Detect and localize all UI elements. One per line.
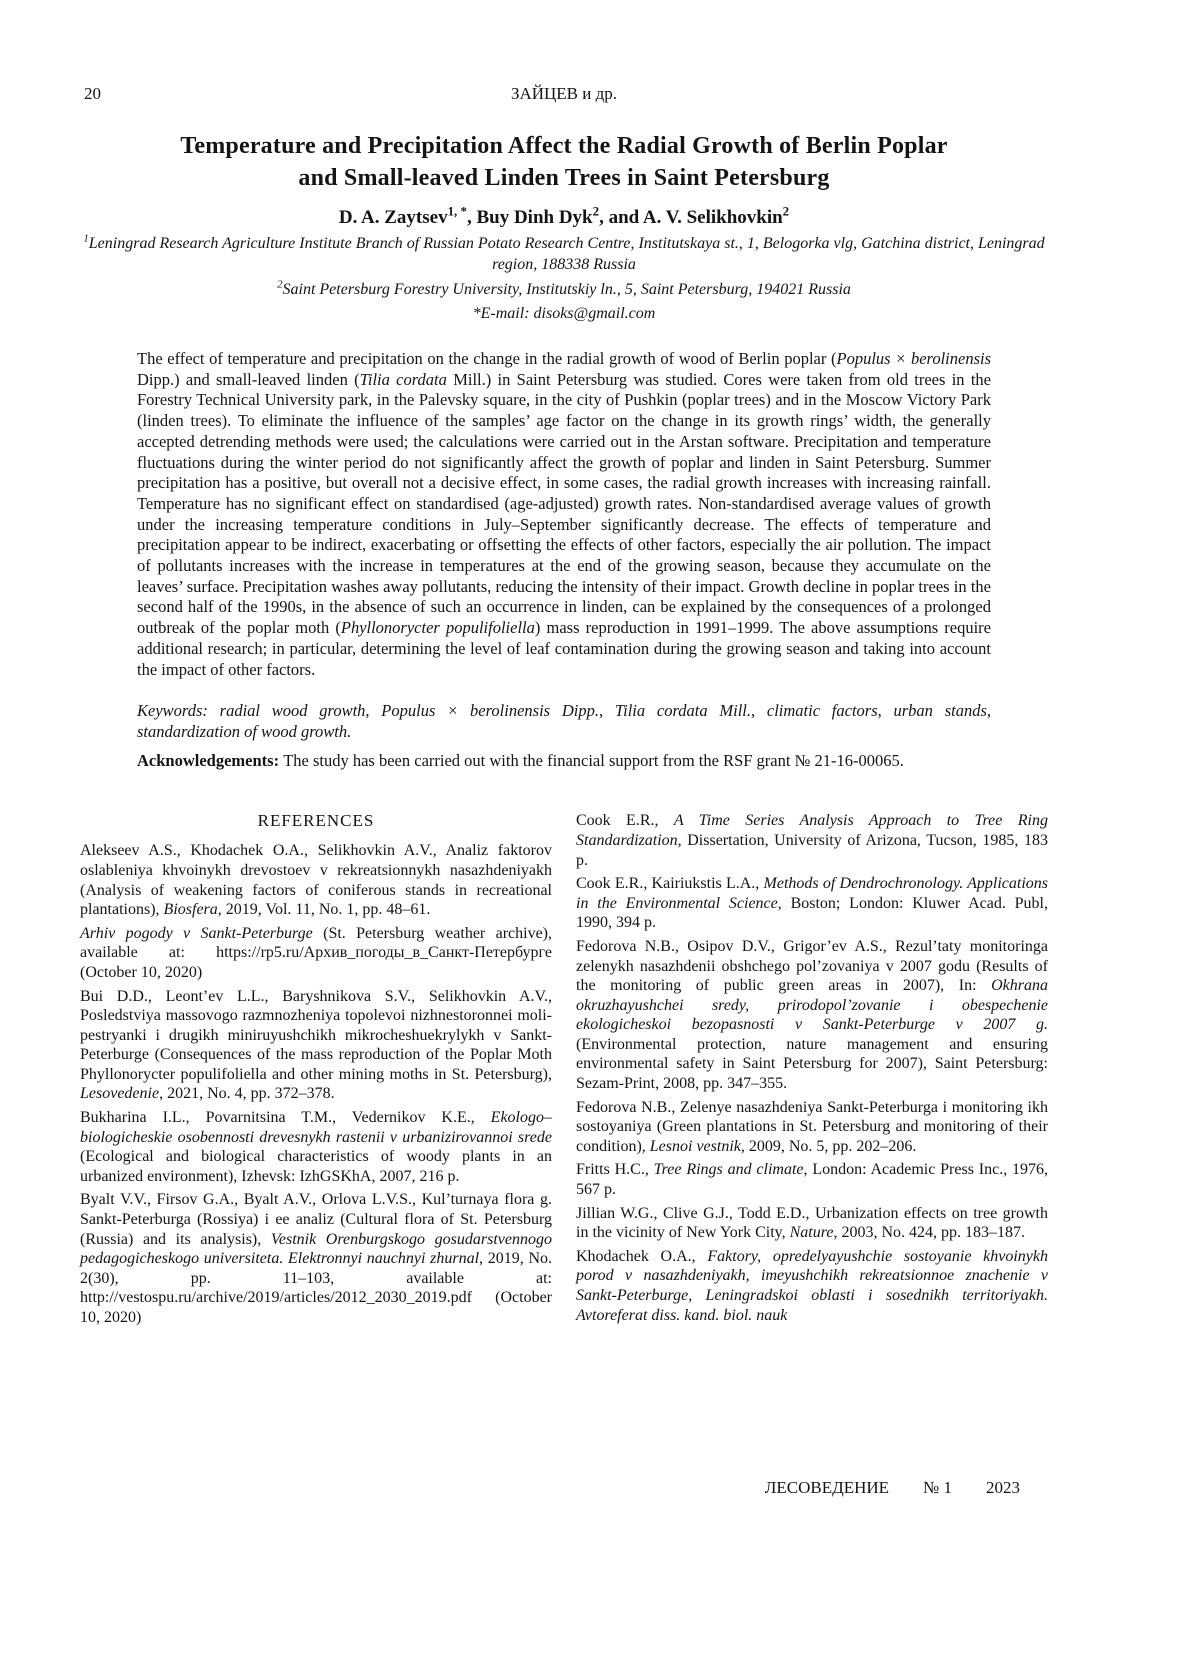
text-segment: Cook E.R.,: [576, 812, 674, 830]
text-segment: Biosfera: [163, 901, 218, 919]
footer-year: 2023: [986, 1478, 1020, 1497]
text-segment: Cook E.R., Kairiukstis L.A.,: [576, 875, 764, 893]
reference-entry: [80, 1190, 552, 1327]
text-segment: Okhrana okruzhayushchei sredy, prirodopol’zovanie i obespechenie ekologicheskoi bezopasnosti v Sankt-Peterburge v 2007 g.: [576, 977, 1048, 1034]
article-title: [80, 130, 1048, 194]
text-segment: (St. Petersburg weather archive), available at: https://rp5.ru/Архив_погоды_в_Санкт-Петербурге (October 10, 2020): [80, 924, 553, 981]
text-segment: Ekologo–biologicheskie osobennosti drevesnykh rastenii v urbanizirovannoi srede: [80, 1109, 552, 1146]
text-segment: 2: [782, 203, 790, 219]
text-segment: Mill.) in Saint Petersburg was studied. Cores were taken from old trees in the Forestry Technical University park, in the Palevsky square, in the city of Pushkin (poplar trees) and in the Moscow Victory Park (linden trees). To eliminate the influence of the samples’ age factor on the change in its growth rings’ width, the generally accepted detrending methods were used; the calculations were carried out in the Arstan software. Precipitation and temperature fluctuations during the winter period do not significantly affect the growth of poplar and linden in Saint Petersburg. Summer precipitation has a positive, but overall not a decisive effect, in some cases, the radial growth increases with increasing rainfall. Temperature has no significant effect on standardised (age-adjusted) growth rates. Non-standardised average values of growth under the increasing temperature conditions in July–September significantly decrease. The effects of temperature and precipitation appear to be indirect, exacerbating or offsetting the effects of other factors, especially the air pollution. The impact of pollutants increases with the increase in temperatures at the end of the growing season, because they accumulate on the leaves’ surface. Precipitation washes away pollutants, reducing the intensity of their impact. Growth decline in poplar trees in the second half of the 1990s, in the absence of such an occurrence in linden, can be explained by the consequences of a prolonged outbreak of the poplar moth (: [137, 369, 991, 638]
keywords-line: [137, 701, 991, 742]
abstract-text: [137, 349, 991, 680]
title-line-2: and Small-leaved Linden Trees in Saint Petersburg: [298, 165, 830, 191]
reference-entry: [80, 987, 552, 1105]
affiliation-2: [80, 279, 1048, 300]
title-line-1: Temperature and Precipitation Affect the Radial Growth of Berlin Poplar: [180, 133, 948, 159]
text-segment: Saint Petersburg Forestry University, Institutskiy ln., 5, Saint Petersburg, 194021 Russia: [282, 281, 851, 298]
authors-line: [80, 203, 1048, 229]
text-segment: Tree Rings and climate: [653, 1161, 804, 1179]
email-line: [80, 305, 1048, 323]
text-segment: Khodachek O.A.,: [576, 1247, 708, 1265]
reference-entry: [576, 1247, 1048, 1325]
references-list-right: [576, 811, 1048, 1325]
text-segment: 1: [83, 232, 89, 245]
text-segment: Jillian W.G., Clive G.J., Todd E.D., Urbanization effects on tree growth in the vicinity of New York City,: [576, 1204, 1048, 1242]
text-segment: 2: [592, 203, 600, 219]
references-section: [80, 811, 1048, 1331]
text-segment: (Environmental protection, nature management and ensuring environmental safety in Saint Petersburg for 2007), Saint Petersburg: Sezam-Print, 2008, pp. 347–355.: [576, 1035, 1048, 1093]
text-segment: Alekseev A.S., Khodachek O.A., Selikhovkin A.V., Analiz faktorov oslableniya khvoinykh drevostoev v rekreatsionnykh nasazhdeniyakh (Analysis of weakening factors of coniferous stands in recreational plantations),: [80, 842, 552, 919]
text-segment: D. A. Zaytsev: [338, 207, 448, 228]
running-head: ЗАЙЦЕВ и др.: [510, 84, 618, 103]
text-segment: , 2021, No. 4, pp. 372–378.: [159, 1085, 335, 1103]
reference-entry: [576, 1204, 1048, 1243]
text-segment: Lesovedenie: [80, 1085, 160, 1103]
text-segment: 2: [277, 278, 283, 291]
text-segment: (Ecological and biological characteristics of woody plants in an urbanized environment), Izhevsk: IzhGSKhA, 2007, 216 p.: [80, 1148, 552, 1185]
abstract-block: [137, 349, 991, 771]
references-column-left: [80, 811, 552, 1331]
text-segment: , London: Academic Press Inc., 1976, 567 p.: [576, 1161, 1049, 1199]
text-segment: Leningrad Research Agriculture Institute Branch of Russian Potato Research Centre, Institutskaya st., 1, Belogorka vlg, Gatchina district, Leningrad region, 188338 Russia: [88, 235, 1045, 273]
text-segment: , 2009, No. 5, pp. 202–206.: [740, 1137, 917, 1155]
references-heading: REFERENCES: [257, 811, 375, 831]
text-segment: The study has been carried out with the financial support from the RSF grant № 21-16-00065.: [283, 750, 904, 770]
text-segment: , 2019, No. 2(30), pp. 11–103, available at: http://vestospu.ru/archive/2019/articles/2012_2030_2019.pdf (October 10, 2020): [80, 1250, 552, 1327]
text-segment: , Dissertation, University of Arizona, Tucson, 1985, 183 p.: [576, 831, 1048, 869]
references-list-left: [80, 841, 552, 1327]
text-segment: , Buy Dinh Dyk: [466, 207, 593, 228]
reference-entry: [576, 1098, 1048, 1157]
text-segment: , 2003, No. 424, pp. 183–187.: [833, 1224, 1026, 1242]
text-segment: Nature: [789, 1224, 834, 1242]
journal-footer: [765, 1478, 1020, 1498]
reference-entry: [576, 937, 1048, 1094]
text-segment: Lesnoi vestnik: [649, 1137, 741, 1155]
text-segment: Acknowledgements:: [137, 750, 284, 770]
reference-entry: [576, 811, 1048, 870]
text-segment: Phyllonorycter populifoliella: [340, 618, 535, 638]
footer-issue-number: № 1: [923, 1478, 952, 1497]
text-segment: Arhiv pogody v Sankt-Peterburge: [80, 924, 313, 942]
footer-journal-name: ЛЕСОВЕДЕНИЕ: [764, 1478, 890, 1497]
text-segment: Faktory, opredelyayushchie sostoyanie khvoinykh porod v nasazhdeniyakh, imeyushchikh rekreatsionnoe znachenie v Sankt-Peterburge, Leningradskoi oblasti i sosednikh territoriyakh. Avtoreferat diss. kand. biol. nauk: [576, 1247, 1048, 1324]
text-segment: Dipp.) and small-leaved linden (: [137, 369, 360, 389]
text-segment: Vestnik Orenburgskogo gosudarstvennogo pedagogicheskogo universiteta. Elektronnyi nauchnyi zhurnal: [80, 1230, 552, 1268]
text-segment: *E-mail: disoks@gmail.com: [472, 305, 656, 322]
reference-entry: [576, 1160, 1048, 1199]
text-segment: ) mass reproduction in 1991–1999. The above assumptions require additional research; in particular, determining the level of leaf contamination during the growing season and taking into account the impact of other factors.: [137, 618, 991, 679]
reference-entry: [80, 841, 552, 919]
text-segment: A Time Series Analysis Approach to Tree Ring Standardization: [576, 812, 1048, 849]
text-segment: Bukharina I.L., Povarnitsina T.M., Vedernikov K.E.,: [80, 1109, 491, 1127]
text-segment: The effect of temperature and precipitation on the change in the radial growth of wood of Berlin poplar (: [137, 349, 837, 368]
acknowledgements-line: [137, 751, 991, 772]
reference-entry: [80, 1108, 552, 1186]
reference-entry: [80, 924, 552, 983]
references-column-right: [576, 811, 1048, 1331]
text-segment: , 2019, Vol. 11, No. 1, pp. 48–61.: [217, 901, 431, 919]
page-header: [80, 84, 1048, 106]
text-segment: Fedorova N.B., Osipov D.V., Grigor’ev A.S., Rezul’taty monitoringa zelenykh nasazhdenii obshchego pol’zovaniya v 2007 godu (Results of the monitoring of public green areas in 2007), In:: [576, 937, 1048, 995]
reference-entry: [576, 874, 1048, 933]
affiliation-1: [80, 233, 1048, 275]
page-number: 20: [84, 84, 101, 103]
text-segment: Byalt V.V., Firsov G.A., Byalt A.V., Orlova L.V.S., Kul’turnaya flora g. Sankt-Peterburga (Rossiya) i ee analiz (Cultural flora of St. Petersburg (Russia) and its analysis),: [80, 1191, 552, 1248]
text-segment: Populus × berolinensis: [836, 349, 991, 368]
text-segment: Methods of Dendrochronology. Applications in the Environmental Science: [576, 875, 1049, 912]
text-segment: Fritts H.C.,: [576, 1161, 654, 1179]
text-segment: , Boston; London: Kluwer Acad. Publ, 1990, 394 p.: [576, 894, 1048, 932]
text-segment: Tilia cordata: [359, 369, 447, 389]
text-segment: 1, *: [447, 203, 467, 219]
text-segment: Fedorova N.B., Zelenye nasazhdeniya Sankt-Peterburga i monitoring ikh sostoyaniya (Green plantations in St. Petersburg and monitoring of their condition),: [576, 1098, 1048, 1155]
text-segment: Keywords: radial wood growth, Populus × berolinensis Dipp., Tilia cordata Mill., climatic factors, urban stands, standardization of wood growth.: [137, 701, 991, 741]
text-segment: , and A. V. Selikhovkin: [599, 207, 783, 228]
text-segment: Bui D.D., Leont’ev L.L., Baryshnikova S.V., Selikhovkin A.V., Posledstviya massovogo razmnozheniya topolevoi nizhnestoronnei moli-pestryanki i drugikh miniruyushchikh mikrocheshuekrylykh v Sankt-Peterburge (Consequences of the mass reproduction of the Poplar Moth Phyllonorycter populifoliella and other mining moths in St. Petersburg),: [80, 987, 552, 1083]
